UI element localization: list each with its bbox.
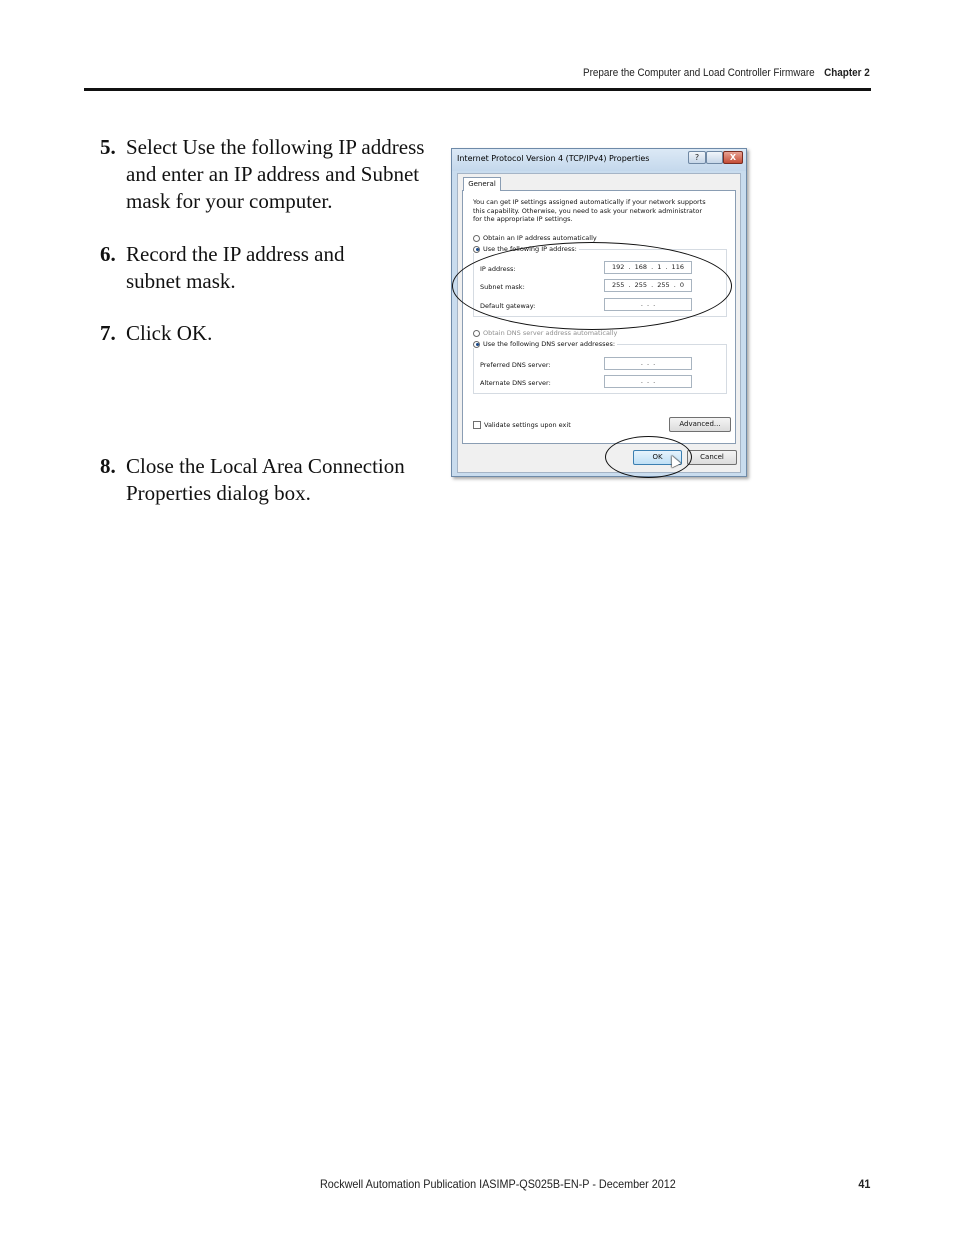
radio-selected-icon — [473, 246, 480, 253]
radio-obtain-dns-auto[interactable] — [473, 329, 617, 337]
step-text: Close the Local Area Connection Properties dialog box. — [126, 454, 405, 505]
header-rule — [84, 88, 871, 91]
dns-group — [473, 340, 727, 394]
running-header-chapter: Chapter 2 — [824, 67, 870, 79]
radio-label: Use the following DNS server addresses: — [483, 340, 616, 348]
step-number: 5. — [100, 135, 116, 159]
radio-use-following-ip[interactable] — [473, 245, 579, 253]
checkbox-label: Validate settings upon exit — [484, 421, 571, 429]
minimize-button[interactable] — [706, 151, 723, 164]
alternate-dns-input[interactable]: . . . — [604, 375, 692, 388]
preferred-dns-label: Preferred DNS server: — [480, 361, 551, 369]
radio-label: Use the following IP address: — [483, 245, 577, 253]
publication-footer: Rockwell Automation Publication IASIMP-QS025B-EN-P - December 2012 — [320, 1177, 676, 1191]
ip-group — [473, 245, 727, 317]
dialog-client — [457, 173, 741, 473]
step-number: 8. — [100, 454, 116, 478]
step-text: Click OK. — [126, 321, 213, 345]
default-gateway-label: Default gateway: — [480, 302, 536, 310]
default-gateway-input[interactable]: . . . — [604, 298, 692, 311]
radio-obtain-ip-auto[interactable] — [473, 234, 597, 242]
page-number: 41 — [857, 1177, 870, 1191]
radio-use-following-dns[interactable] — [473, 340, 617, 348]
radio-selected-icon — [473, 341, 480, 348]
alternate-dns-label: Alternate DNS server: — [480, 379, 551, 387]
step-8 — [100, 453, 430, 507]
general-panel — [462, 190, 736, 444]
running-header-section: Prepare the Computer and Load Controller Firmware — [583, 67, 815, 79]
cancel-button[interactable]: Cancel — [687, 450, 737, 465]
ok-button[interactable]: OK — [633, 450, 682, 465]
ipv4-properties-dialog — [451, 148, 747, 477]
subnet-mask-input[interactable]: 255 . 255 . 255 . 0 — [604, 279, 692, 292]
ip-address-input[interactable]: 192 . 168 . 1 . 116 — [604, 261, 692, 274]
step-number: 7. — [100, 321, 116, 345]
radio-label: Obtain an IP address automatically — [483, 234, 597, 242]
radio-icon — [473, 330, 480, 337]
step-7 — [100, 320, 430, 347]
step-number: 6. — [100, 242, 116, 266]
step-6 — [100, 241, 430, 295]
step-text: Select Use the following IP address and enter an IP address and Subnet mask for your computer. — [126, 135, 425, 213]
radio-icon — [473, 235, 480, 242]
radio-label: Obtain DNS server address automatically — [483, 329, 618, 337]
advanced-button[interactable]: Advanced... — [669, 417, 731, 432]
subnet-mask-label: Subnet mask: — [480, 283, 525, 291]
checkbox-icon — [473, 421, 481, 429]
preferred-dns-input[interactable]: . . . — [604, 357, 692, 370]
help-button[interactable]: ? — [688, 151, 706, 164]
intro-text: You can get IP settings assigned automatically if your network supports this capability. Otherwise, you need to ask your network administrator for the appropriate IP settings. — [473, 198, 706, 223]
dialog-titlebar — [452, 149, 746, 171]
close-button[interactable]: X — [723, 151, 743, 164]
step-text: Record the IP address and subnet mask. — [126, 242, 345, 293]
validate-checkbox[interactable] — [473, 421, 571, 429]
tab-general[interactable]: General — [463, 177, 501, 191]
dialog-title: Internet Protocol Version 4 (TCP/IPv4) Properties — [457, 154, 650, 163]
ip-address-label: IP address: — [480, 265, 516, 273]
step-5 — [100, 134, 430, 215]
